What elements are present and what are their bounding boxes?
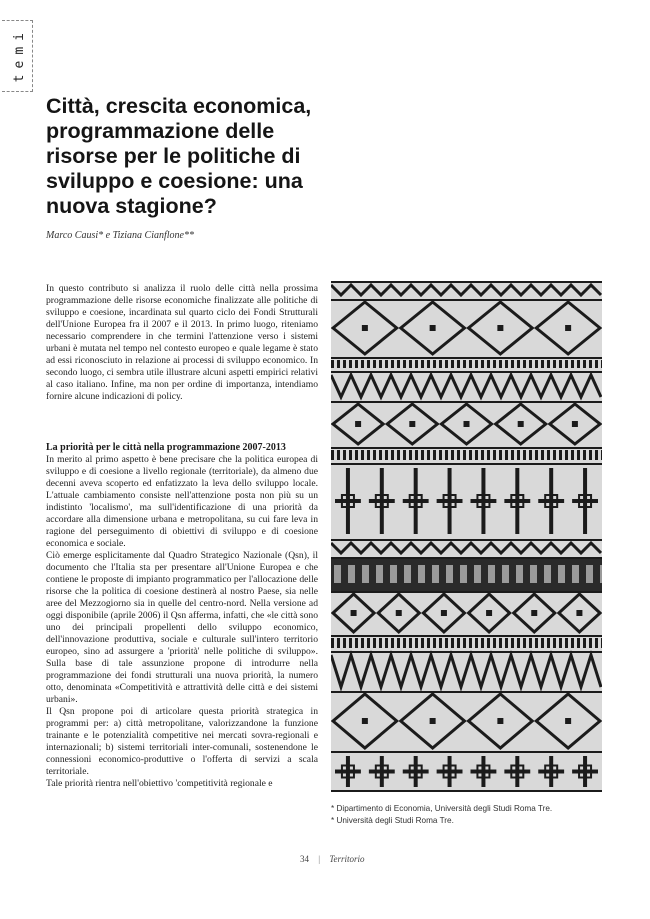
woven-textile-pattern <box>331 281 602 792</box>
page-number: 34 <box>300 854 309 864</box>
textile-image <box>331 281 602 792</box>
footer-separator: | <box>318 854 321 864</box>
footnotes <box>331 803 611 827</box>
section-paragraph: In merito al primo aspetto è bene precisare che la politica europea di sviluppo e di coesione a livello regionale (territoriale), da almeno due decenni aveva scoperto ed enfatizzato la leva dello sviluppo locale. L'attuale cambiamento consiste nell'attenzione posta non più su un indistinto 'localismo', ma sull'identificazione di una priorità da accordare alla dimensione urbana e metropolitana, su cui fare leva in ragione del perseguimento di obiettivi di sviluppo e di coesione economica e sociale. <box>46 454 318 549</box>
intro-paragraph <box>46 283 318 403</box>
journal-name: Territorio <box>329 854 365 864</box>
article-authors: Marco Causi* e Tiziana Cianflone** <box>46 230 194 241</box>
section-paragraph: Tale priorità rientra nell'obiettivo 'competitività regionale e <box>46 778 273 789</box>
section-heading: La priorità per le città nella programmazione 2007-2013 <box>46 442 286 453</box>
article-title: Città, crescita economica, programmazione delle risorse per le politiche di sviluppo e coesione: una nuova stagione? <box>46 94 312 218</box>
section-body <box>46 442 318 790</box>
page-footer <box>300 854 365 864</box>
section-paragraph: Ciò emerge esplicitamente dal Quadro Strategico Nazionale (Qsn), il documento che l'Italia sta per presentare all'Unione Europea e che contiene le proposte di impianto programmatico per l'allocazione delle risorse che la politica di coesione destinerà al nostro Paese, sia nelle aree del Mezzogiorno sia in quelle del centro-nord. Nella versione ad oggi disponibile (aprile 2006) il Qsn afferma, infatti, che «le città sono uno dei principali propellenti dello sviluppo economico, dell'innovazione produttiva, sociale e culturale sull'intero territorio europeo, sino ad assurgere a 'priorità' nelle politiche di sviluppo». Sulla base di tale assunzione propone di introdurre nella programmazione dei fondi strutturali una nuova priorità, la numero otto, denominata «Competitività e attrattività delle città e dei sistemi urbani». <box>46 550 318 705</box>
footnote: * Università degli Studi Roma Tre. <box>331 816 454 825</box>
intro-text: In questo contributo si analizza il ruolo delle città nella prossima programmazione delle risorse economiche finalizzate alle politiche di sviluppo e coesione, incardinata sul quarto ciclo dei Fondi Strutturali dell'Unione Europea fra il 2007 e il 2013. In primo luogo, riteniamo necessario comprendere in che termini l'attenzione verso i sistemi urbani è mutata nel tempo nel contesto europeo e quale legame è stato ad essi riconosciuto in relazione ai processi di sviluppo economico. In secondo luogo, ci sembra utile illustrare alcuni aspetti empirici relativi al caso italiano. Infine, ma non per ordine di importanza, intendiamo fornire alcune indicazioni di policy. <box>46 283 318 402</box>
section-tab <box>2 20 33 92</box>
footnote: * Dipartimento di Economia, Università degli Studi Roma Tre. <box>331 804 553 813</box>
section-paragraph: Il Qsn propone poi di articolare questa priorità strategica in programmi per: a) città metropolitane, valorizzandone la funzione trainante e le potenzialità competitive nei mercati sovra-regionali e internazionali; b) sistemi territoriali inter-comunali, sostenendone le connessioni economico-produttive o l'offerta di servizi a scala territoriale. <box>46 706 318 777</box>
section-tab-label: temi <box>12 27 27 83</box>
